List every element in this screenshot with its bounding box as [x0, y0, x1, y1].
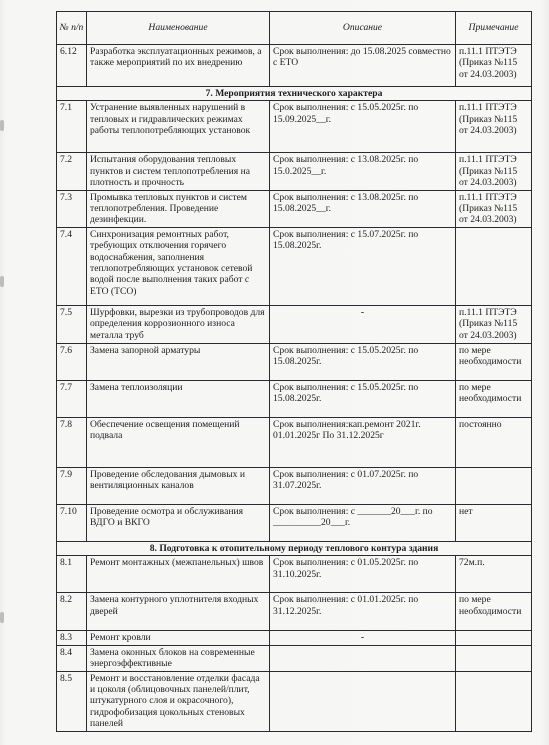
- row-name: Ремонт монтажных (межпанельных) швов: [87, 556, 270, 593]
- row-description: Срок выполнения: с 01.05.2025г. по 31.10.2025г.: [270, 556, 456, 593]
- row-note: [456, 645, 532, 671]
- row-num: 8.1: [57, 556, 87, 593]
- row-note: 72м.п.: [456, 556, 532, 593]
- row-description: Срок выполнения: с 01.01.2025г. по 31.12.2025г.: [270, 593, 456, 631]
- row-note: по мере необходимости: [456, 343, 532, 380]
- row-name: Проведение осмотра и обслуживания ВДГО и ВКГО: [87, 504, 270, 541]
- section-title: 7. Мероприятия технического характера: [57, 87, 532, 101]
- row-description: Срок выполнения: с 15.05.2025г. по 15.09.2025__г.: [270, 101, 456, 153]
- section-header-row: [57, 87, 532, 101]
- row-description: Срок выполнения: с 15.05.2025г. по 15.08.2025г.: [270, 343, 456, 380]
- row-name: Шурфовки, вырезки из трубопроводов для определения коррозионного износа металла труб: [87, 305, 270, 343]
- row-description: Срок выполнения: с 13.08.2025г. по 15.08.2025__г.: [270, 190, 456, 227]
- row-name: Разработка эксплуатационных режимов, а также мероприятий по их внедрению: [87, 45, 270, 87]
- table-row: [57, 593, 532, 631]
- header-description: Описание: [270, 12, 456, 45]
- row-name: Промывка тепловых пунктов и систем теплопотребления. Проведение дезинфекции.: [87, 190, 270, 227]
- table-row: [57, 45, 532, 87]
- row-name: Синхронизация ремонтных работ, требующих отключения горячего водоснабжения, заполнения теплопотребляющих установок сетевой водой после выполнения таких работ с ЕТО (ТСО): [87, 227, 270, 305]
- row-num: 6.12: [57, 45, 87, 87]
- header-name: Наименование: [87, 12, 270, 45]
- table-row: [57, 631, 532, 645]
- row-description: -: [270, 631, 456, 645]
- row-note: нет: [456, 504, 532, 541]
- table-row: [57, 343, 532, 380]
- row-description: -: [270, 305, 456, 343]
- table-row: [57, 671, 532, 731]
- row-note: [456, 631, 532, 645]
- row-num: 7.1: [57, 101, 87, 153]
- row-num: 8.2: [57, 593, 87, 631]
- header-note: Примечание: [456, 12, 532, 45]
- row-name: Замена теплоизоляции: [87, 380, 270, 417]
- row-description: Срок выполнения: с 15.07.2025г. по 15.08.2025г.: [270, 227, 456, 305]
- row-description: Срок выполнения: с 13.08.2025г. по 15.0.2025__г.: [270, 153, 456, 190]
- row-num: 7.6: [57, 343, 87, 380]
- row-description: Срок выполнения: до 15.08.2025 совместно с ЕТО: [270, 45, 456, 87]
- row-name: Замена контурного уплотнителя входных дверей: [87, 593, 270, 631]
- table-row: [57, 305, 532, 343]
- row-note: [456, 227, 532, 305]
- row-name: Ремонт и восстановление отделки фасада и цоколя (облицовочных панелей/плит, штукатурного слоя и окрасочного), гидрофобизация цокольных стеновых панелей: [87, 671, 270, 731]
- table-row: [57, 417, 532, 467]
- measures-table: [56, 11, 532, 732]
- table-row: [57, 101, 532, 153]
- row-num: 8.5: [57, 671, 87, 731]
- table-row: [57, 190, 532, 227]
- row-note: постоянно: [456, 417, 532, 467]
- row-num: 7.7: [57, 380, 87, 417]
- row-note: [456, 467, 532, 504]
- row-num: 7.2: [57, 153, 87, 190]
- table-row: [57, 556, 532, 593]
- row-name: Ремонт кровли: [87, 631, 270, 645]
- row-description: Срок выполнения:кап.ремонт 2021г. 01.01.2025г По 31.12.2025г: [270, 417, 456, 467]
- row-note: [456, 671, 532, 731]
- row-num: 7.3: [57, 190, 87, 227]
- row-name: Устранение выявленных нарушений в тепловых и гидравлических режимах работы теплопотребляющих установок: [87, 101, 270, 153]
- row-num: 7.8: [57, 417, 87, 467]
- row-note: п.11.1 ПТЭТЭ (Приказ №115 от 24.03.2003): [456, 190, 532, 227]
- row-note: п.11.1 ПТЭТЭ (Приказ №115 от 24.03.2003): [456, 45, 532, 87]
- scan-margin-mark: [0, 612, 4, 623]
- table-row: [57, 467, 532, 504]
- table-row: [57, 227, 532, 305]
- row-num: 7.5: [57, 305, 87, 343]
- row-name: Обеспечение освещения помещений подвала: [87, 417, 270, 467]
- table-row: [57, 153, 532, 190]
- table-row: [57, 645, 532, 671]
- row-name: Проведение обследования дымовых и вентиляционных каналов: [87, 467, 270, 504]
- row-note: п.11.1 ПТЭТЭ (Приказ №115 от 24.03.2003): [456, 153, 532, 190]
- section-title: 8. Подготовка к отопительному периоду теплового контура здания: [57, 541, 532, 555]
- row-name: Испытания оборудования тепловых пунктов и систем теплопотребления на плотность и прочность: [87, 153, 270, 190]
- row-description: Срок выполнения: с _______20___г. по __________20___г.: [270, 504, 456, 541]
- row-note: п.11.1 ПТЭТЭ (Приказ №115 от 24.03.2003): [456, 305, 532, 343]
- row-note: по мере необходимости: [456, 380, 532, 417]
- scan-margin-mark: [0, 276, 4, 287]
- table-header-row: [57, 12, 532, 45]
- row-description: [270, 671, 456, 731]
- row-description: Срок выполнения: с 15.05.2025г. по 15.08.2025г.: [270, 380, 456, 417]
- section-header-row: [57, 541, 532, 555]
- row-name: Замена оконных блоков на современные энергоэффективные: [87, 645, 270, 671]
- row-num: 7.9: [57, 467, 87, 504]
- row-num: 7.10: [57, 504, 87, 541]
- table-row: [57, 504, 532, 541]
- row-num: 7.4: [57, 227, 87, 305]
- scan-margin-mark: [0, 120, 4, 131]
- row-description: Срок выполнения: с 01.07.2025г. по 31.07.2025г.: [270, 467, 456, 504]
- row-num: 8.3: [57, 631, 87, 645]
- header-num: № п/п: [57, 12, 87, 45]
- row-note: п.11.1 ПТЭТЭ (Приказ №115 от 24.03.2003): [456, 101, 532, 153]
- row-name: Замена запорной арматуры: [87, 343, 270, 380]
- row-note: по мере необходимости: [456, 593, 532, 631]
- table-row: [57, 380, 532, 417]
- row-description: [270, 645, 456, 671]
- row-num: 8.4: [57, 645, 87, 671]
